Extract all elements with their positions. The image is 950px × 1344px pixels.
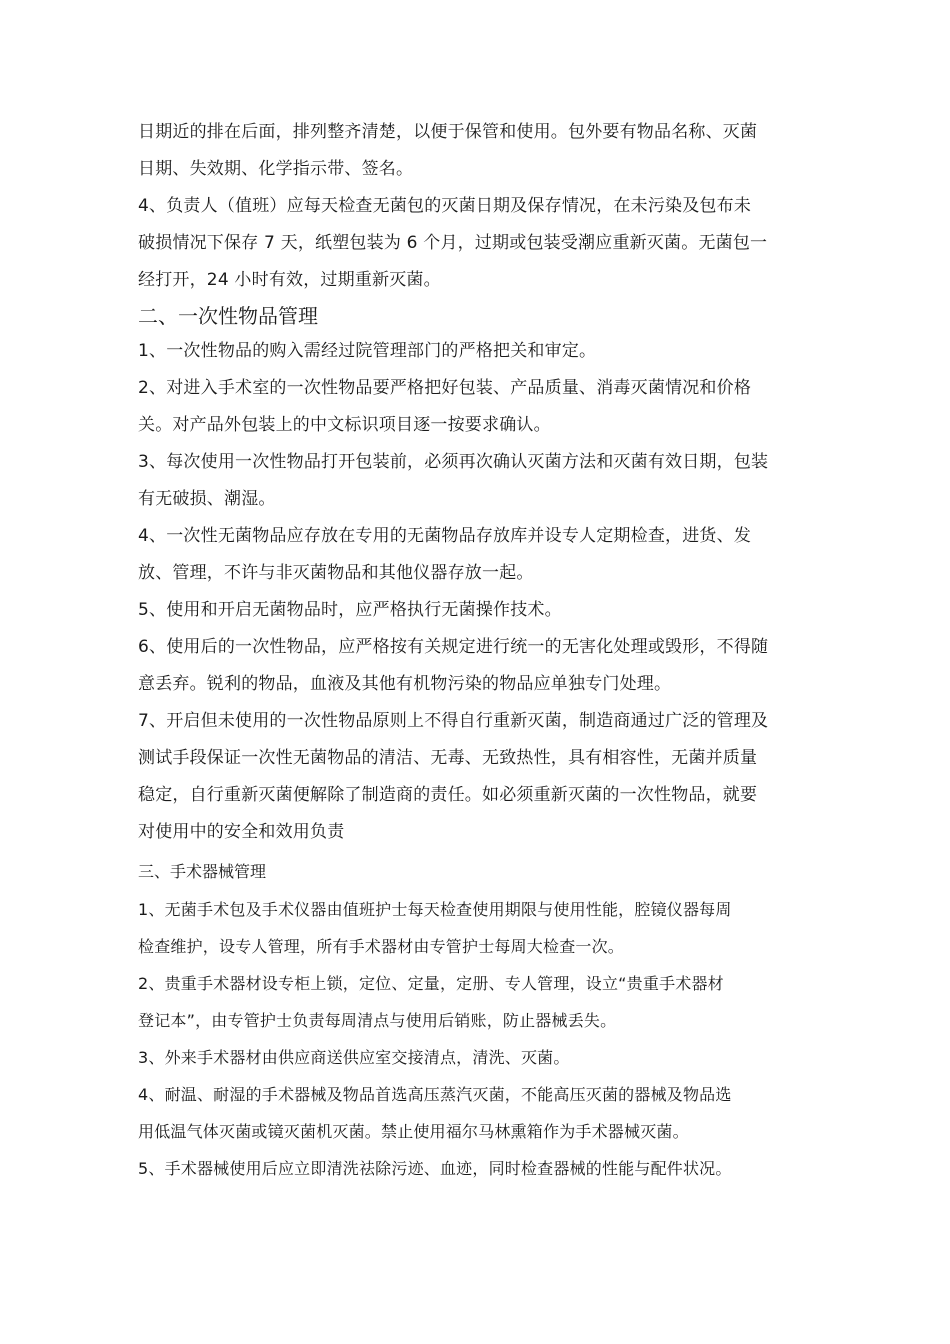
list-item-line: 意丢弃。锐利的物品，血液及其他有机物污染的物品应单独专门处理。 xyxy=(138,674,672,694)
list-item-line: 关。对产品外包装上的中文标识项目逐一按要求确认。 xyxy=(138,415,551,435)
list-item-line: 稳定，自行重新灭菌便解除了制造商的责任。如必须重新灭菌的一次性物品，就要 xyxy=(138,785,758,805)
list-item-line: 5、使用和开启无菌物品时，应严格执行无菌操作技术。 xyxy=(138,600,562,620)
paragraph-line: 经打开，24 小时有效，过期重新灭菌。 xyxy=(138,270,441,290)
list-item-line: 对使用中的安全和效用负责 xyxy=(138,822,345,842)
section1-tail xyxy=(138,114,843,299)
list-item-line: 登记本”，由专管护士负责每周清点与使用后销账，防止器械丢失。 xyxy=(138,1011,617,1030)
list-item-line: 检查维护，设专人管理，所有手术器材由专管护士每周大检查一次。 xyxy=(138,937,625,956)
list-item-line: 3、外来手术器材由供应商送供应室交接清点，清洗、灭菌。 xyxy=(138,1048,570,1067)
list-item-line: 测试手段保证一次性无菌物品的清洁、无毒、无致热性，具有相容性，无菌并质量 xyxy=(138,748,758,768)
list-item-line: 放、管理，不许与非灭菌物品和其他仪器存放一起。 xyxy=(138,563,534,583)
list-item-line: 6、使用后的一次性物品，应严格按有关规定进行统一的无害化处理或毁形，不得随 xyxy=(138,637,769,657)
list-item-line: 用低温气体灭菌或镜灭菌机灭菌。禁止使用福尔马林熏箱作为手术器械灭菌。 xyxy=(138,1122,689,1141)
list-item-line: 7、开启但未使用的一次性物品原则上不得自行重新灭菌，制造商通过广泛的管理及 xyxy=(138,711,769,731)
section2-heading: 二、一次性物品管理 xyxy=(138,304,318,328)
list-item-line: 1、无菌手术包及手术仪器由值班护士每天检查使用期限与使用性能，腔镜仪器每周 xyxy=(138,900,732,919)
document-page xyxy=(138,114,843,1187)
list-item-line: 5、手术器械使用后应立即清洗祛除污迹、血迹，同时检查器械的性能与配件状况。 xyxy=(138,1159,732,1178)
paragraph-line: 日期、失效期、化学指示带、签名。 xyxy=(138,159,414,179)
section3-list xyxy=(138,891,843,1187)
list-item-line: 4、一次性无菌物品应存放在专用的无菌物品存放库并设专人定期检查，进货、发 xyxy=(138,526,752,546)
paragraph-line: 破损情况下保存 7 天，纸塑包装为 6 个月，过期或包装受潮应重新灭菌。无菌包一 xyxy=(138,233,768,253)
list-item-line: 2、贵重手术器材设专柜上锁，定位、定量，定册、专人管理，设立“贵重手术器材 xyxy=(138,974,724,993)
section3-heading: 三、手术器械管理 xyxy=(138,862,267,881)
list-item-line: 有无破损、潮湿。 xyxy=(138,489,276,509)
paragraph-line: 日期近的排在后面，排列整齐清楚，以便于保管和使用。包外要有物品名称、灭菌 xyxy=(138,122,758,142)
list-item-line: 2、对进入手术室的一次性物品要严格把好包装、产品质量、消毒灭菌情况和价格 xyxy=(138,378,752,398)
section2-list xyxy=(138,333,843,851)
paragraph-line: 4、负责人（值班）应每天检查无菌包的灭菌日期及保存情况，在未污染及包布未 xyxy=(138,196,752,216)
list-item-line: 4、耐温、耐湿的手术器械及物品首选高压蒸汽灭菌，不能高压灭菌的器械及物品选 xyxy=(138,1085,732,1104)
list-item-line: 3、每次使用一次性物品打开包装前，必须再次确认灭菌方法和灭菌有效日期，包装 xyxy=(138,452,769,472)
list-item-line: 1、一次性物品的购入需经过院管理部门的严格把关和审定。 xyxy=(138,341,597,361)
